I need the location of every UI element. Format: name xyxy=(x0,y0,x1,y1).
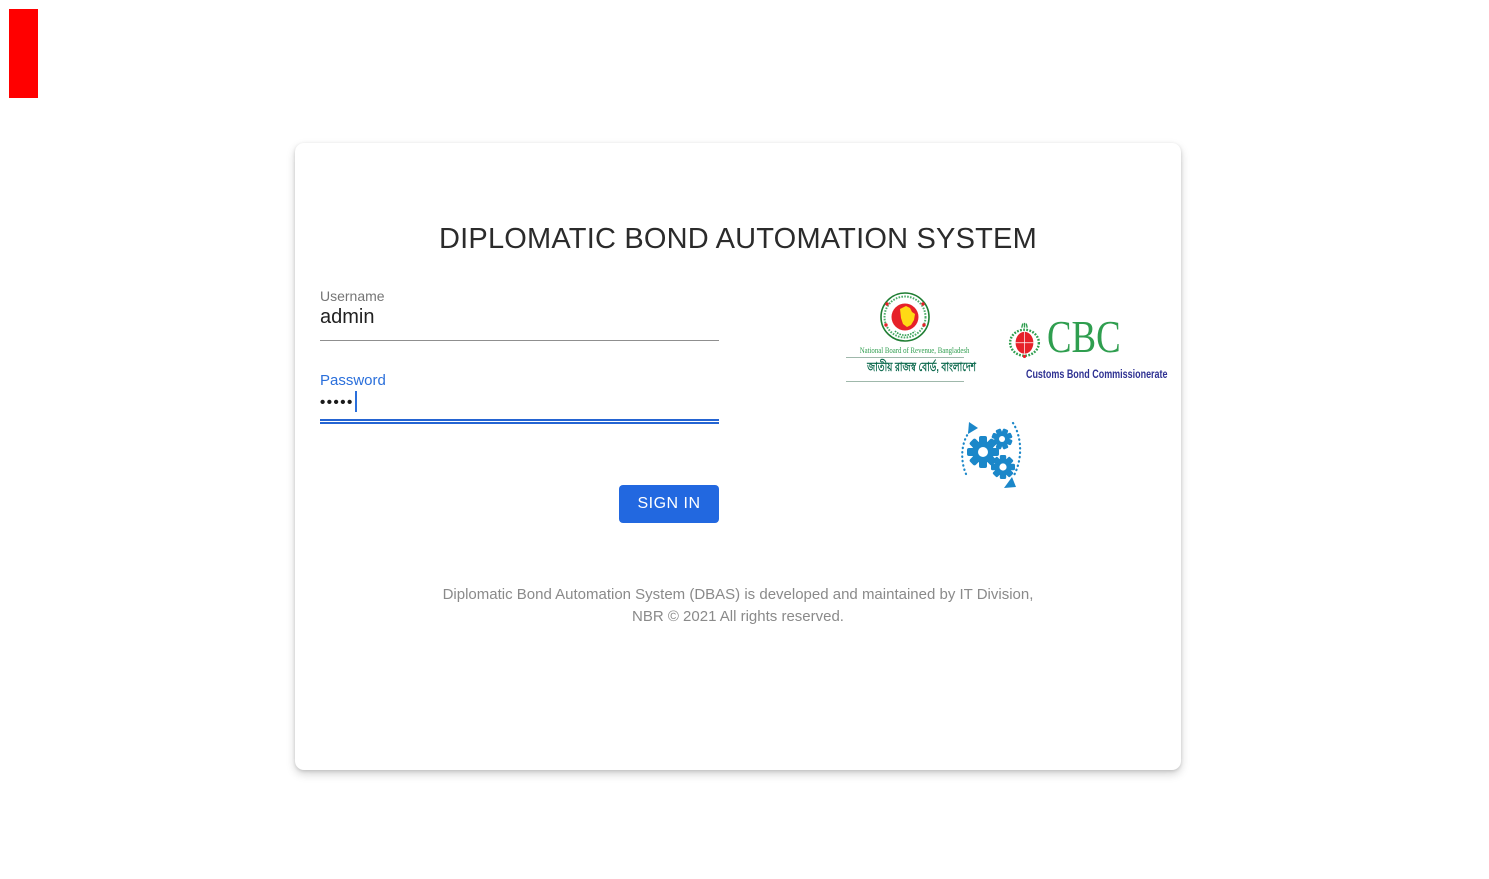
sign-in-button[interactable]: SIGN IN xyxy=(619,485,719,523)
password-input[interactable] xyxy=(320,391,357,412)
username-label: Username xyxy=(320,288,385,304)
footer-line-1: Diplomatic Bond Automation System (DBAS) is developed and maintained by IT Division, xyxy=(442,586,1034,603)
username-input[interactable]: admin xyxy=(320,306,375,328)
cbc-caption: Customs Bond Commissionerate xyxy=(1025,369,1168,381)
footer-line-2: NBR © 2021 All rights reserved. xyxy=(632,608,844,625)
nbr-emblem-icon xyxy=(879,291,931,343)
password-underline-focused xyxy=(320,419,719,424)
text-caret xyxy=(355,391,357,412)
password-label: Password xyxy=(320,372,386,389)
red-marker xyxy=(9,9,38,98)
login-card xyxy=(295,143,1181,770)
footer-text xyxy=(295,584,1181,628)
page-title: DIPLOMATIC BOND AUTOMATION SYSTEM xyxy=(439,223,1037,255)
cbc-logo xyxy=(1006,311,1168,381)
sync-gears-icon xyxy=(957,420,1025,496)
nbr-caption-bengali: জাতীয় রাজস্ব বোর্ড, বাংলাদেশ xyxy=(846,357,964,382)
cbc-seal-icon xyxy=(1006,313,1043,367)
username-underline xyxy=(320,340,719,341)
nbr-logo xyxy=(846,291,976,382)
password-masked-value: ••••• xyxy=(320,394,354,411)
nbr-caption-english: National Board of Revenue, Bangladesh xyxy=(859,345,970,355)
cbc-acronym: CBC xyxy=(1046,311,1121,362)
